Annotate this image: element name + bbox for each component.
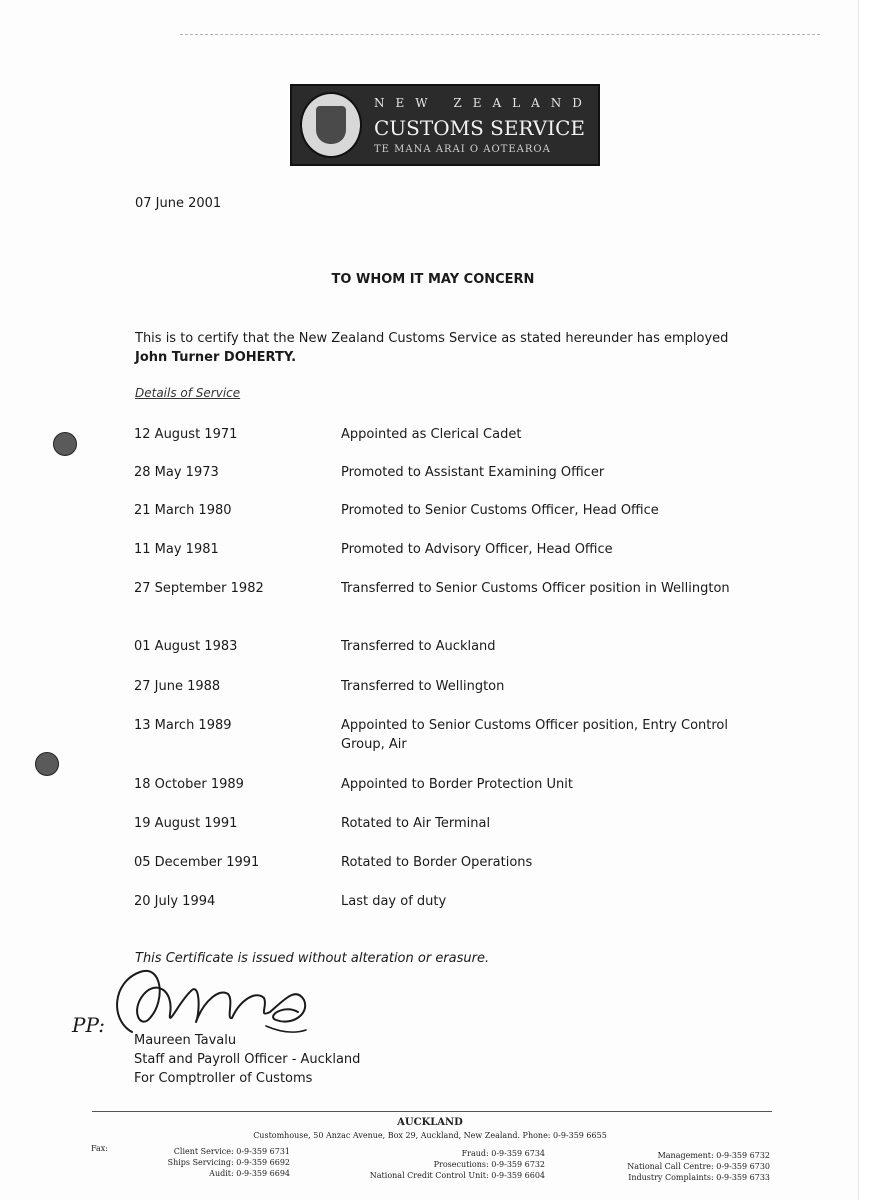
service-date: 19 August 1991: [134, 816, 238, 831]
letterhead-line-2: CUSTOMS SERVICE: [374, 116, 586, 140]
footer-contact: Management: 0-9-359 6732: [657, 1151, 770, 1160]
punch-hole-icon: [53, 432, 77, 456]
footer-contact: National Credit Control Unit: 0-9-359 6604: [369, 1171, 545, 1180]
service-description: Transferred to Wellington: [341, 679, 505, 694]
footer-contact: Prosecutions: 0-9-359 6732: [433, 1160, 545, 1169]
signature-prefix: PP:: [72, 1013, 105, 1037]
service-description: Last day of duty: [341, 894, 447, 909]
service-description: Appointed to Senior Customs Officer position, Entry Control Group, Air: [341, 718, 728, 752]
service-date: 05 December 1991: [134, 855, 260, 870]
letterhead-line-3: TE MANA ARAI O AOTEAROA: [374, 144, 551, 155]
footer-contact: Ships Servicing: 0-9-359 6692: [167, 1158, 290, 1167]
service-description: Transferred to Auckland: [341, 639, 496, 654]
signer-title: Staff and Payroll Officer - Auckland: [134, 1052, 361, 1067]
signer-behalf: For Comptroller of Customs: [134, 1071, 313, 1086]
employee-name: John Turner DOHERTY.: [135, 350, 297, 365]
footer-contact: Client Service: 0-9-359 6731: [173, 1147, 290, 1156]
intro-paragraph: [135, 329, 735, 367]
service-description: Promoted to Assistant Examining Officer: [341, 465, 605, 480]
closing-statement: This Certificate is issued without alteration or erasure.: [135, 951, 490, 966]
intro-text: This is to certify that the New Zealand Customs Service as stated hereunder has employed: [135, 331, 729, 346]
punch-hole-icon: [35, 752, 59, 776]
service-description: Rotated to Air Terminal: [341, 816, 491, 831]
service-date: 12 August 1971: [134, 427, 238, 442]
details-heading: Details of Service: [135, 386, 241, 400]
footer-divider: [92, 1111, 772, 1112]
customs-letterhead-logo: [290, 84, 600, 166]
service-description: Appointed to Border Protection Unit: [341, 777, 573, 792]
signer-name: Maureen Tavalu: [134, 1033, 237, 1048]
footer-contact: National Call Centre: 0-9-359 6730: [627, 1162, 770, 1171]
service-date: 13 March 1989: [134, 718, 232, 733]
letterhead-line-1: NEW ZEALAND: [374, 96, 593, 110]
letter-title: TO WHOM IT MAY CONCERN: [331, 272, 535, 287]
footer-contacts-col2: [330, 1148, 545, 1181]
service-date: 27 June 1988: [134, 679, 221, 694]
service-description: Promoted to Senior Customs Officer, Head Office: [341, 503, 659, 518]
scan-artifact-line: [180, 34, 820, 35]
service-date: 18 October 1989: [134, 777, 244, 792]
service-description: Promoted to Advisory Officer, Head Office: [341, 542, 613, 557]
service-description: Appointed as Clerical Cadet: [341, 427, 522, 442]
service-date: 28 May 1973: [134, 465, 219, 480]
handwritten-signature: [70, 960, 330, 1040]
letter-date: 07 June 2001: [135, 196, 222, 211]
service-date: 01 August 1983: [134, 639, 238, 654]
footer-address: Customhouse, 50 Anzac Avenue, Box 29, Auckland, New Zealand. Phone: 0-9-359 6655: [253, 1131, 607, 1140]
service-date: 20 July 1994: [134, 894, 216, 909]
service-description: Rotated to Border Operations: [341, 855, 533, 870]
signer-block: [134, 1031, 360, 1088]
service-date: 11 May 1981: [134, 542, 219, 557]
footer-contacts-col3: [590, 1150, 770, 1183]
footer-fax-label: Fax:: [91, 1144, 108, 1153]
footer-contact: Fraud: 0-9-359 6734: [461, 1149, 545, 1158]
footer-contacts-col1: [150, 1146, 290, 1179]
coat-of-arms-icon: [300, 92, 362, 158]
footer-city: AUCKLAND: [397, 1117, 463, 1128]
service-description: Transferred to Senior Customs Officer position in Wellington: [341, 581, 730, 596]
page-edge: [858, 0, 873, 1200]
service-date: 21 March 1980: [134, 503, 232, 518]
service-date: 27 September 1982: [134, 581, 264, 596]
footer-contact: Industry Complaints: 0-9-359 6733: [628, 1173, 770, 1182]
footer-contact: Audit: 0-9-359 6694: [209, 1169, 290, 1178]
